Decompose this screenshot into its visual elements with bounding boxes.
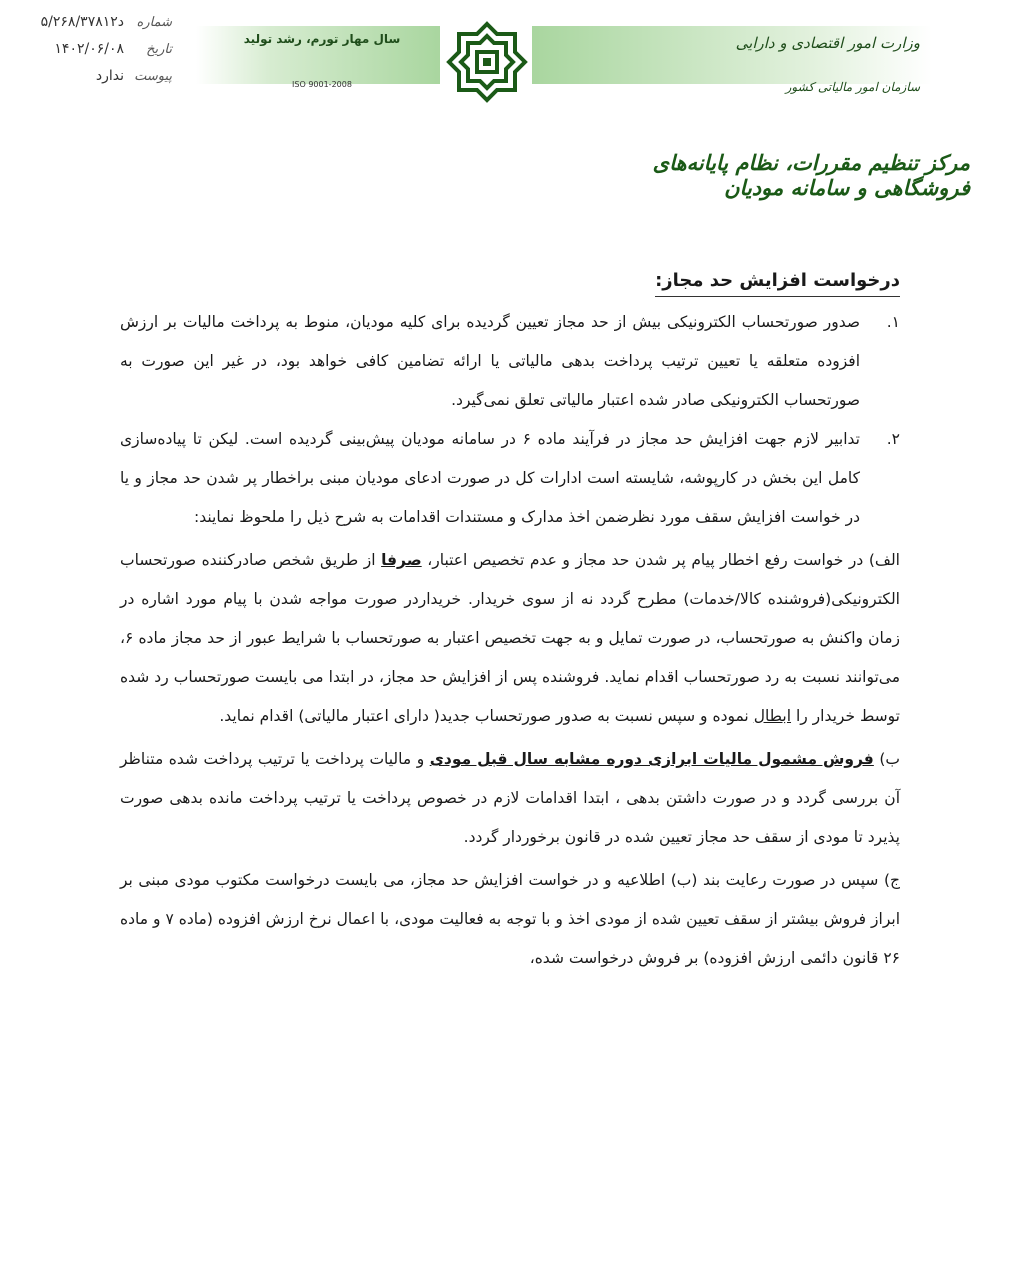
- clause-alef: [120, 541, 900, 736]
- clause-jim-text: ج) سپس در صورت رعایت بند (ب) اطلاعیه و در خواست افزایش حد مجاز، می بایست درخواست مکتوب مودی مبنی بر ابراز فروش بیشتر از سقف تعیین شده از مودی اخذ و با توجه به فعالیت مودی، با اعمال نرخ ارزش افزوده (ماده ۷ و ماده ۲۶ قانون دائمی ارزش افزوده) بر فروش درخواست شده،: [120, 871, 901, 967]
- letter-number-row: [22, 14, 172, 41]
- clause-be-text-1: ب): [873, 750, 900, 768]
- letter-body: [120, 262, 900, 978]
- organization-name: سازمان امور مالیاتی کشور: [785, 80, 920, 94]
- clause-jim: [120, 861, 900, 978]
- letter-attachment-label: پیوست: [134, 69, 172, 84]
- letter-number-label: شماره: [136, 15, 172, 30]
- year-slogan: سال مهار تورم، رشد تولید: [243, 32, 401, 46]
- item-number: ۲.: [886, 430, 900, 448]
- item-number: ۱.: [886, 313, 900, 331]
- item-text: تدابیر لازم جهت افزایش حد مجاز در فرآیند ماده ۶ در سامانه مودیان پیش‌بینی گردیده است. لیکن تا پیاده‌سازی کامل این بخش در کارپوشه، شایسته است ادارات کل در صورت ادعای مودیان مبنی براخطار پر شدن حد مجاز و یا در خواست افزایش سقف مورد نظرضمن اخذ مدارک و مستندات اقدامات به شرح ذیل را ملحوظ نمایند:: [120, 430, 860, 526]
- list-item: [120, 303, 900, 420]
- item-text: صدور صورتحساب الکترونیکی بیش از حد مجاز تعیین گردیده برای کلیه مودیان، منوط به پرداخت مالیات بر ارزش افزوده متعلقه یا تعیین ترتیب پرداخت بدهی مالیاتی یا ارائه تضامین کافی خواهد بود، در غیر این صورت به صورتحساب الکترونیکی صادر شده اعتبار مالیاتی تعلق نمی‌گیرد.: [120, 313, 860, 409]
- clause-be: [120, 740, 900, 857]
- clause-be-emphasis: فروش مشمول مالیات ابرازی دوره مشابه سال قبل مودی: [429, 750, 874, 768]
- center-title: مرکز تنظیم مقررات، نظام پایانه‌های فروشگاهی و سامانه مودیان: [652, 150, 970, 200]
- iso-certification: ISO 9001-2008: [292, 80, 352, 89]
- list-item: [120, 420, 900, 537]
- clause-alef-emphasis: صرفا: [381, 551, 422, 569]
- clause-be-text-2: و مالیات پرداخت یا ترتیب پرداخت شده متناظر آن بررسی گردد و در صورت داشتن بدهی ، ابتدا اقدامات لازم در خصوص پرداخت یا ترتیب پرداخت مانده بدهی صورت پذیرد تا مودی از سقف حد مجاز تعیین شده در قانون برخوردار گردد.: [120, 750, 900, 846]
- letter-number-value: ۵/۲۶۸/۳۷۸۱۲د: [40, 14, 124, 30]
- clause-alef-text-3: نموده و سپس نسبت به صدور صورتحساب جدید( دارای اعتبار مالیاتی) اقدام نماید.: [219, 707, 754, 725]
- clause-alef-underlined: ابطال: [753, 707, 792, 725]
- letter-date-label: تاریخ: [146, 42, 172, 57]
- ministry-name: وزارت امور اقتصادی و دارایی: [735, 34, 920, 52]
- letter-attachment-value: ندارد: [95, 68, 124, 84]
- section-heading: درخواست افزایش حد مجاز:: [655, 266, 900, 297]
- letter-date-row: [22, 41, 172, 68]
- letter-attachment-row: [22, 68, 172, 95]
- clause-alef-text-2: از طریق شخص صادرکننده صورتحساب الکترونیکی(فروشنده کالا/خدمات) مطرح گردد نه از سوی خریدار. خریداردر صورت مواجه شدن با پیام مورد اشاره در زمان واکنش به صورتحساب، در صورت تمایل و به جهت تخصیص اعتبار به صورتحساب با شرایط عبور از حد مجاز ماده ۶، می‌توانند نسبت به رد صورتحساب اقدام نماید. فروشنده پس از افزایش حد مجاز، در ابتدا می بایست صورتحساب رد شده توسط خریدار را: [120, 551, 900, 725]
- letter-date-value: ۱۴۰۲/۰۶/۰۸: [54, 41, 124, 57]
- letter-metadata: [22, 14, 172, 95]
- clause-alef-text-1: الف) در خواست رفع اخطار پیام پر شدن حد مجاز و عدم تخصیص اعتبار،: [421, 551, 900, 569]
- tax-organization-emblem-icon: [445, 20, 529, 104]
